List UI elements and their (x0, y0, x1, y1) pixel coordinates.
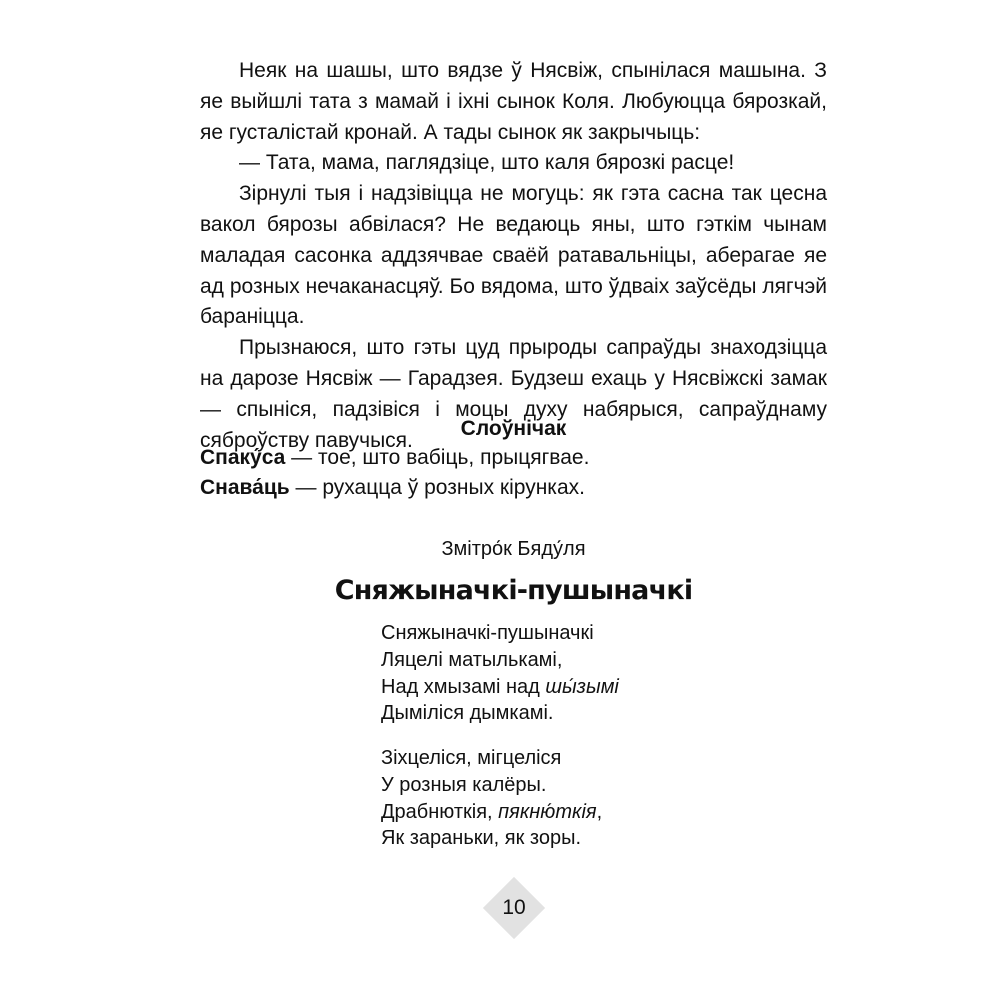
poem-line-italic-word: пякню́ткія (498, 800, 597, 823)
paragraph-2: — Тата, мама, паглядзіце, што каля бярозкі расце! (239, 151, 735, 175)
poem-line (381, 674, 619, 701)
poem-line: Ляцелі матылькамі, (381, 648, 563, 671)
glossary (200, 443, 827, 503)
glossary-entry (200, 473, 827, 503)
poem-line-text: Драбнюткія, (381, 800, 499, 823)
paragraph-3: Зірнулі тыя і надзівіцца не могуць: як гэта сасна так цесна вакол бярозы абвілася? Не ведаюць яны, што гэткім чынам маладая сасонка аддзячвае сваёй ратавальніцы, аберагае яе ад розных нечаканасцяў. Бо вядома, што ўдваіх заўсёды лягчэй бараніцца. (200, 182, 827, 329)
glossary-title: Слоўнічак (460, 417, 567, 440)
glossary-term: Снава́ць (200, 476, 290, 499)
poem-line-text: Над хмызамі над (381, 675, 546, 698)
paragraph-1: Неяк на шашы, што вядзе ў Нясвіж, спынілася машына. З яе выйшлі тата з мамай і іхні сынок Коля. Любуюцца бярозкай, яе густалістай кронай. А тады сынок як закрычыць: (200, 59, 827, 144)
glossary-entry (200, 443, 827, 473)
poem-author: Змітро́к Бяду́ля (441, 538, 586, 560)
story-text (200, 56, 827, 456)
glossary-definition: — тое, што вабіць, прыцягвае. (285, 446, 590, 469)
glossary-term: Спаку́са (200, 446, 286, 469)
poem-line-punctuation: , (596, 800, 603, 823)
poem-stanza-1 (381, 620, 619, 727)
poem-line-italic-word: шы́зымі (545, 675, 619, 698)
paragraph-4: Прызнаюся, што гэты цуд прыроды сапраўды знаходзіцца на дарозе Нясвіж — Гарадзея. Будзеш ехаць у Нясвіжскі замак — спыніся, падзівіся і моцы духу набярыся, сапраўднаму сяброўству павучыся. (200, 336, 827, 452)
page-number: 10 (502, 896, 526, 919)
poem-stanza-2 (381, 745, 602, 852)
page-number-badge (482, 876, 546, 940)
poem-line: Як зараньки, як зоры. (381, 827, 582, 850)
poem-line: У розныя калёры. (381, 773, 547, 796)
poem-title: Сняжыначкі-пушыначкі (334, 575, 693, 606)
poem-line: Зіхцеліся, мігцеліся (381, 747, 562, 769)
poem-line: Сняжыначкі-пушыначкі (381, 622, 594, 644)
poem-line (381, 799, 602, 826)
glossary-definition: — рухацца ў розных кірунках. (289, 476, 585, 499)
poem-line: Дыміліся дымкамі. (381, 702, 554, 725)
